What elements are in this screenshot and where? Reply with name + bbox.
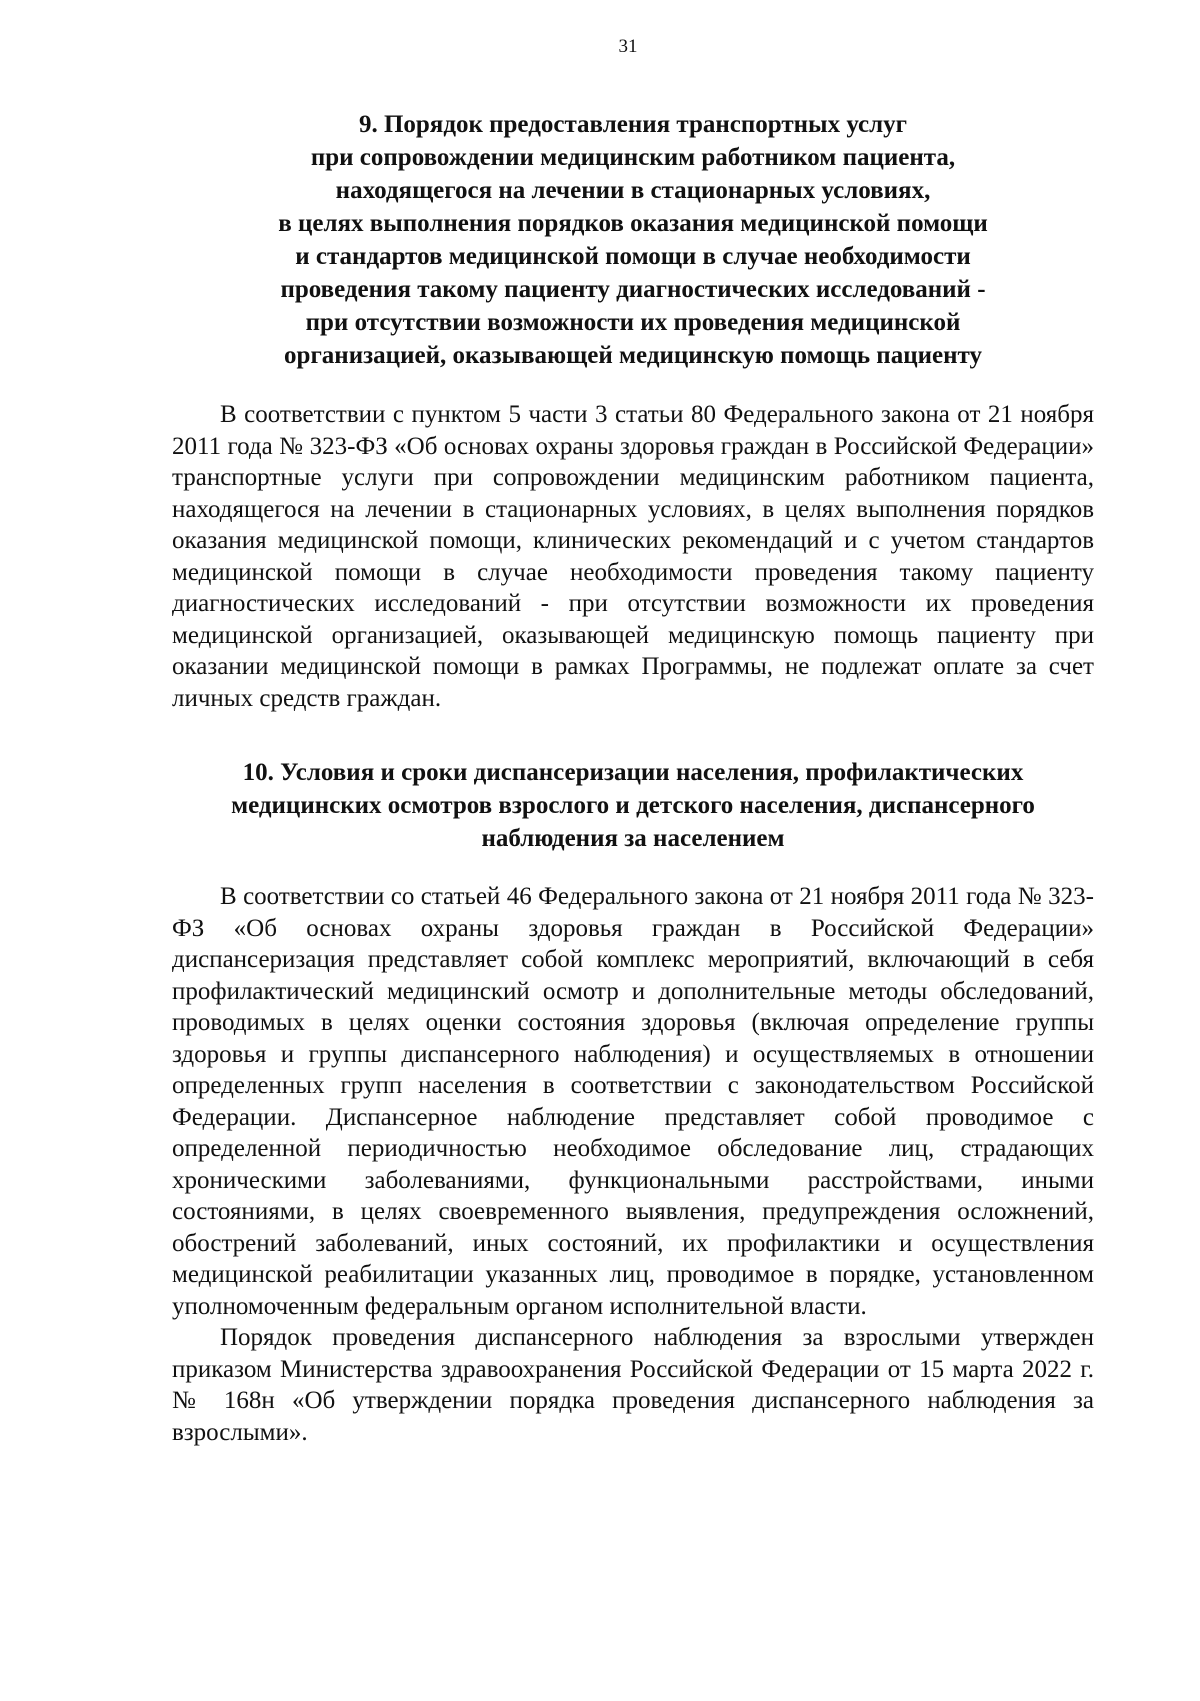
page-content (172, 108, 1094, 1448)
heading-line: находящегося на лечении в стационарных условиях, (335, 177, 931, 204)
page-number: 31 (618, 36, 638, 57)
heading-line: медицинских осмотров взрослого и детского населения, диспансерного (231, 792, 1035, 819)
heading-line: организацией, оказывающей медицинскую помощь пациенту (284, 342, 982, 369)
heading-line: при отсутствии возможности их проведения медицинской (305, 309, 961, 336)
section-9-heading (172, 108, 1094, 372)
heading-line: наблюдения за населением (481, 825, 785, 852)
section-10-paragraph-2: Порядок проведения диспансерного наблюдения за взрослыми утвержден приказом Министерства здравоохранения Российской Федерации от 15 марта 2022 г. № 168н «Об утверждении порядка проведения диспансерного наблюдения за взрослыми». (172, 1324, 1094, 1446)
heading-line: и стандартов медицинской помощи в случае необходимости (295, 243, 971, 270)
heading-line: при сопровождении медицинским работником пациента, (310, 144, 956, 171)
section-10-heading (172, 756, 1094, 855)
section-10-paragraph-1: В соответствии со статьей 46 Федерального закона от 21 ноября 2011 года № 323-ФЗ «Об основах охраны здоровья граждан в Российской Федерации» диспансеризация представляет собой комплекс мероприятий, включающий в себя профилактический медицинский осмотр и дополнительные методы обследований, проводимых в целях оценки состояния здоровья (включая определение группы здоровья и группы диспансерного наблюдения) и осуществляемых в отношении определенных групп населения в соответствии с законодательством Российской Федерации. Диспансерное наблюдение представляет собой проводимое с определенной периодичностью необходимое обследование лиц, страдающих хроническими заболеваниями, функциональными расстройствами, иными состояниями, в целях своевременного выявления, предупреждения осложнений, обострений заболеваний, иных состояний, их профилактики и осуществления медицинской реабилитации указанных лиц, проводимое в порядке, установленном уполномоченным федеральным органом исполнительной власти. (172, 883, 1094, 1320)
heading-line: проведения такому пациенту диагностических исследований - (280, 276, 986, 303)
section-9-paragraph: В соответствии с пунктом 5 части 3 статьи 80 Федерального закона от 21 ноября 2011 года № 323-ФЗ «Об основах охраны здоровья граждан в Российской Федерации» транспортные услуги при сопровождении медицинским работником пациента, находящегося на лечении в стационарных условиях, в целях выполнения порядков оказания медицинской помощи, клинических рекомендаций и с учетом стандартов медицинской помощи в случае необходимости проведения такому пациенту диагностических исследований - при отсутствии возможности их проведения медицинской организацией, оказывающей медицинскую помощь пациенту при оказании медицинской помощи в рамках Программы, не подлежат оплате за счет личных средств граждан. (172, 401, 1094, 712)
heading-line: в целях выполнения порядков оказания медицинской помощи (278, 210, 988, 237)
heading-line: 9. Порядок предоставления транспортных услуг (358, 111, 908, 138)
heading-line: 10. Условия и сроки диспансеризации населения, профилактических (242, 759, 1024, 786)
